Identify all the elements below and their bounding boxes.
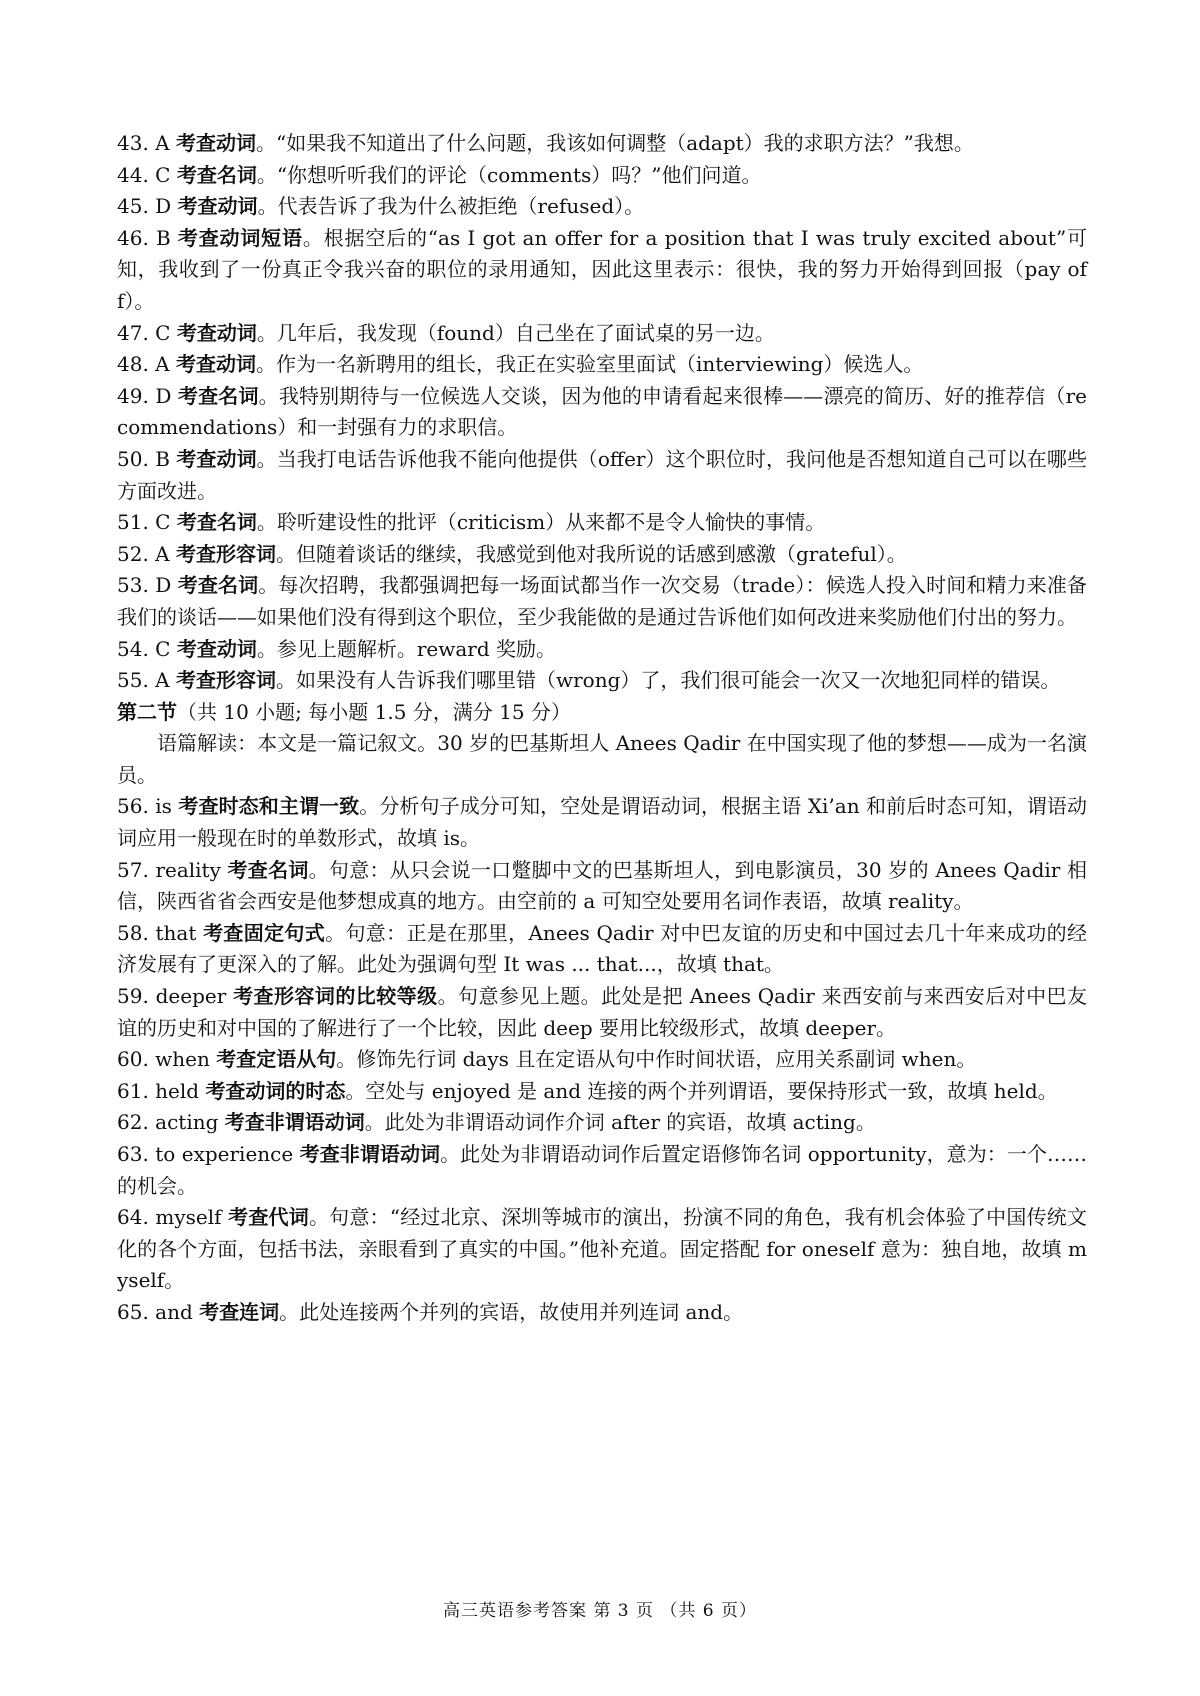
item-50	[117, 444, 1087, 507]
item-number: 55. A	[117, 668, 176, 693]
answer-key-page	[117, 128, 1087, 1329]
item-keyword: 考查形容词	[175, 668, 276, 693]
item-number: 47. C	[117, 320, 177, 345]
item-text: 。空处与 enjoyed 是 and 连接的两个并列谓语，要保持形式一致，故填 held。	[345, 1078, 1058, 1103]
item-64	[117, 1202, 1087, 1297]
item-44	[117, 160, 1087, 192]
item-43	[117, 128, 1087, 160]
item-keyword: 考查形容词的比较等级	[233, 984, 438, 1009]
section-2-intro: 语篇解读：本文是一篇记叙文。30 岁的巴基斯坦人 Anees Qadir 在中国实现了他的梦想——成为一名演员。	[117, 731, 1087, 787]
item-53	[117, 570, 1087, 633]
item-text: 。根据空后的“as I got an offer for a position that I was truly excited about”可知，我收到了一份真正令我兴奋的职位的录用通知，因此这里表示：很快，我的努力开始得到回报（pay off）。	[117, 225, 1088, 313]
item-number: 59. deeper	[117, 984, 234, 1009]
item-text: 。“如果我不知道出了什么问题，我该如何调整（adapt）我的求职方法？”我想。	[255, 131, 974, 155]
item-text: 。分析句子成分可知，空处是谓语动词，根据主语 Xi’an 和前后时态可知，谓语动词应用一般现在时的单数形式，故填 is。	[117, 794, 1087, 851]
item-text: 。句意参见上题。此处是把 Anees Qadir 来西安前与来西安后对中巴友谊的历史和对中国的了解进行了一个比较，因此 deep 要用比较级形式，故填 deeper。	[117, 984, 1088, 1040]
item-keyword: 考查名词	[177, 383, 259, 408]
item-keyword: 考查动词短语	[177, 225, 303, 250]
item-number: 44. C	[117, 162, 177, 187]
item-59	[117, 981, 1087, 1044]
item-keyword: 考查名词	[177, 573, 259, 598]
item-keyword: 考查名词	[227, 857, 309, 882]
item-52	[117, 539, 1087, 571]
item-text: 。句意：从只会说一口蹩脚中文的巴基斯坦人，到电影演员，30 岁的 Anees Qadir 相信，陕西省省会西安是他梦想成真的地方。由空前的 a 可知空处要用名词作表语，故填 reality。	[117, 857, 1087, 914]
item-55	[117, 665, 1087, 697]
item-text: 。此处为非谓语动词作后置定语修饰名词 opportunity，意为：一个……的机会。	[117, 1142, 1088, 1198]
item-number: 60. when	[117, 1047, 217, 1072]
item-keyword: 考查固定句式	[203, 920, 326, 945]
item-keyword: 考查动词	[176, 446, 257, 471]
item-49	[117, 381, 1087, 444]
item-text: 。修饰先行词 days 且在定语从句中作时间状语，应用关系副词 when。	[336, 1047, 977, 1072]
item-number: 43. A	[117, 131, 176, 155]
item-57	[117, 855, 1087, 918]
item-keyword: 考查非谓语动词	[224, 1110, 365, 1135]
item-number: 63. to experience	[117, 1142, 300, 1166]
item-keyword: 考查形容词	[175, 541, 276, 566]
item-text: 。此处为非谓语动词作介词 after 的宾语，故填 acting。	[364, 1110, 876, 1135]
item-number: 52. A	[117, 541, 176, 566]
item-61	[117, 1076, 1087, 1108]
item-text: 。代表告诉了我为什么被拒绝（refused）。	[257, 194, 645, 219]
item-number: 65. and	[117, 1299, 200, 1324]
item-48	[117, 349, 1087, 381]
page-footer: 高三英语参考答案 第 3 页 （共 6 页）	[442, 1601, 758, 1621]
item-number: 51. C	[117, 510, 177, 535]
item-54	[117, 634, 1087, 666]
item-keyword: 考查动词	[175, 352, 256, 377]
item-text: 。“你想听听我们的评论（comments）吗？”他们问道。	[256, 162, 762, 187]
item-keyword: 考查连词	[199, 1299, 280, 1324]
item-number: 48. A	[117, 352, 176, 377]
item-keyword: 考查动词	[177, 194, 258, 219]
item-text: 。参见上题解析。reward 奖励。	[256, 636, 556, 661]
item-text: 。每次招聘，我都强调把每一场面试都当作一次交易（trade）：候选人投入时间和精力来准备我们的谈话——如果他们没有得到这个职位，至少我能做的是通过告诉他们如何改进来奖励他们付出的努力。	[117, 573, 1087, 629]
item-text: 。句意：“经过北京、深圳等城市的演出，扮演不同的角色，我有机会体验了中国传统文化的各个方面，包括书法，亲眼看到了真实的中国。”他补充道。固定搭配 for oneself 意为：独自地，故填 myself。	[117, 1205, 1088, 1293]
item-65	[117, 1297, 1087, 1329]
item-46	[117, 223, 1087, 318]
section-2-title	[117, 697, 1087, 729]
item-keyword: 考查动词	[176, 636, 257, 661]
item-keyword: 考查名词	[176, 162, 257, 187]
item-56	[117, 791, 1087, 854]
item-text: 。作为一名新聘用的组长，我正在实验室里面试（interviewing）候选人。	[255, 352, 924, 377]
item-keyword: 考查非谓语动词	[299, 1142, 441, 1166]
item-keyword: 考查动词的时态	[205, 1078, 346, 1103]
item-keyword: 考查动词	[175, 131, 256, 155]
item-number: 49. D	[117, 383, 178, 408]
item-number: 61. held	[117, 1078, 206, 1103]
item-number: 64. myself	[117, 1205, 229, 1230]
item-number: 58. that	[117, 920, 204, 945]
item-number: 56. is	[117, 794, 179, 819]
item-number: 54. C	[117, 636, 177, 661]
item-number: 46. B	[117, 225, 178, 250]
item-number: 45. D	[117, 194, 178, 219]
item-text: 。当我打电话告诉他我不能向他提供（offer）这个职位时，我问他是否想知道自己可以在哪些方面改进。	[117, 446, 1087, 503]
item-63	[117, 1139, 1087, 1202]
item-text: 。此处连接两个并列的宾语，故使用并列连词 and。	[279, 1299, 744, 1324]
item-text: 。句意：正是在那里，Anees Qadir 对中巴友谊的历史和中国过去几十年来成功的经济发展有了更深入的了解。此处为强调句型 It was ... that...，故填 that。	[117, 920, 1087, 977]
item-47	[117, 318, 1087, 350]
item-number: 50. B	[117, 446, 177, 471]
item-62	[117, 1107, 1087, 1139]
item-keyword: 考查代词	[228, 1205, 309, 1230]
section-title-label: 第二节	[117, 699, 177, 724]
item-51	[117, 507, 1087, 539]
item-text: 。但随着谈话的继续，我感觉到他对我所说的话感到感激（grateful）。	[275, 541, 907, 566]
section-title-detail: （共 10 小题; 每小题 1.5 分，满分 15 分）	[177, 699, 571, 724]
item-text: 。聆听建设性的批评（criticism）从来都不是令人愉快的事情。	[256, 510, 826, 535]
item-58	[117, 918, 1087, 981]
item-text: 。如果没有人告诉我们哪里错（wrong）了，我们很可能会一次又一次地犯同样的错误。	[275, 668, 1061, 693]
item-number: 57. reality	[117, 857, 228, 882]
item-keyword: 考查动词	[176, 320, 257, 345]
item-keyword: 考查名词	[176, 510, 257, 535]
item-text: 。我特别期待与一位候选人交谈，因为他的申请看起来很棒——漂亮的简历、好的推荐信（recommendations）和一封强有力的求职信。	[117, 383, 1087, 440]
item-keyword: 考查定语从句	[216, 1047, 337, 1072]
item-number: 53. D	[117, 573, 178, 598]
item-45	[117, 191, 1087, 223]
item-text: 。几年后，我发现（found）自己坐在了面试桌的另一边。	[256, 320, 775, 345]
item-60	[117, 1044, 1087, 1076]
item-number: 62. acting	[117, 1110, 225, 1135]
item-keyword: 考查时态和主谓一致	[178, 794, 360, 819]
